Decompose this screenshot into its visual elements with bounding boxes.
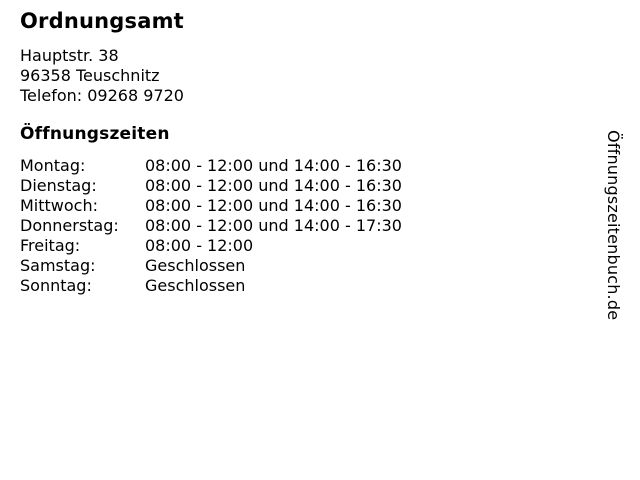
day-label: Freitag: [20, 236, 81, 255]
time-value: 08:00 - 12:00 und 14:00 - 16:30 [145, 156, 402, 175]
address-city: 96358 Teuschnitz [20, 66, 160, 85]
hours-row-saturday [20, 256, 580, 276]
main-content [20, 0, 580, 296]
page-title: Ordnungsamt [20, 9, 184, 33]
watermark-brand: Öffnungszeitenbuch.de [604, 130, 623, 321]
time-value: 08:00 - 12:00 und 14:00 - 16:30 [145, 176, 402, 195]
day-label: Donnerstag: [20, 216, 119, 235]
address-block [20, 46, 580, 106]
hours-row-sunday [20, 276, 580, 296]
time-value: 08:00 - 12:00 und 14:00 - 16:30 [145, 196, 402, 215]
address-street: Hauptstr. 38 [20, 46, 119, 65]
day-label: Sonntag: [20, 276, 92, 295]
hours-table [20, 156, 580, 296]
hours-row-thursday [20, 216, 580, 236]
day-label: Montag: [20, 156, 86, 175]
hours-row-tuesday [20, 176, 580, 196]
time-value: Geschlossen [145, 256, 246, 275]
hours-row-wednesday [20, 196, 580, 216]
time-value: Geschlossen [145, 276, 246, 295]
time-value: 08:00 - 12:00 [145, 236, 254, 255]
day-label: Dienstag: [20, 176, 97, 195]
hours-heading: Öffnungszeiten [20, 124, 170, 144]
hours-row-monday [20, 156, 580, 176]
phone-line: Telefon: 09268 9720 [20, 86, 184, 105]
hours-row-friday [20, 236, 580, 256]
time-value: 08:00 - 12:00 und 14:00 - 17:30 [145, 216, 402, 235]
day-label: Samstag: [20, 256, 96, 275]
day-label: Mittwoch: [20, 196, 98, 215]
